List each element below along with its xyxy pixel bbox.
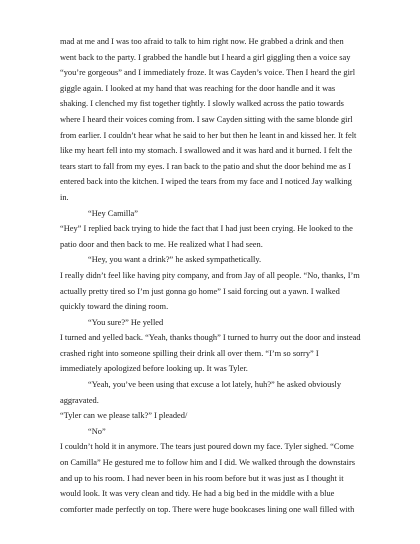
text-line: aggravated.: [60, 395, 99, 405]
text-line: “Hey Camilla”: [88, 208, 138, 218]
text-line: entered back into the kitchen. I wiped the tears from my face and I noticed Jay walking: [60, 177, 352, 187]
text-line: comforter made perfectly on top. There were huge bookcases lining one wall filled with: [60, 504, 355, 514]
text-line: and up to his room. I had never been in his room before but it was just as I thought it: [60, 473, 344, 483]
text-line: “No”: [88, 426, 106, 436]
text-line: shaking. I clenched my fist together tightly. I slowly walked across the patio towards: [60, 99, 344, 109]
text-line: from earlier. I couldn’t hear what he said to her but then he leant in and kissed her. It felt: [60, 130, 357, 140]
text-line: I turned and yelled back. “Yeah, thanks though” I turned to hurry out the door and instead: [60, 333, 361, 343]
text-line: “you’re gorgeous” and I immediately froze. It was Cayden’s voice. Then I heard the girl: [60, 68, 356, 78]
text-line: I couldn’t hold it in anymore. The tears just poured down my face. Tyler sighed. “Come: [60, 442, 354, 452]
text-line: giggle again. I looked at my hand that was reaching for the door handle and it was: [60, 83, 336, 93]
text-line: tears start to fall from my eyes. I ran back to the patio and shut the door behind me as I: [60, 161, 351, 171]
text-line: went back to the party. I grabbed the handle but I heard a girl giggling then a voice say: [60, 52, 351, 62]
text-line: would look. It was very clean and tidy. He had a big bed in the middle with a blue: [60, 489, 335, 499]
text-line: I really didn’t feel like having pity company, and from Jay of all people. “No, thanks, I’m: [60, 270, 360, 280]
text-line: immediately apologized before looking up. It was Tyler.: [60, 364, 248, 374]
text-line: “Hey” I replied back trying to hide the fact that I had just been crying. He looked to the: [60, 224, 353, 234]
text-line: “Yeah, you’ve been using that excuse a lot lately, huh?” he asked obviously: [88, 380, 342, 390]
text-line: quickly toward the dining room.: [60, 302, 169, 312]
text-line: “You sure?” He yelled: [88, 317, 164, 327]
text-line: patio door and then back to me. He realized what I had seen.: [60, 239, 263, 249]
text-line: “Hey, you want a drink?” he asked sympathetically.: [88, 255, 262, 265]
body-text: [60, 34, 384, 517]
text-line: actually pretty tired so I’m just gonna go home” I said forcing out a yawn. I walked: [60, 286, 340, 296]
text-line: where I heard their voices coming from. I saw Cayden sitting with the same blonde girl: [60, 114, 353, 124]
text-line: in.: [60, 192, 69, 202]
text-line: crashed right into someone spilling their drink all over them. “I’m so sorry” I: [60, 348, 319, 358]
text-line: on Camilla” He gestured me to follow him and I did. We walked through the downstairs: [60, 458, 356, 468]
text-line: “Tyler can we please talk?” I pleaded/: [60, 411, 188, 421]
text-line: like my heart fell into my stomach. I swallowed and it was hard and it burned. I felt the: [60, 146, 353, 156]
text-line: mad at me and I was too afraid to talk to him right now. He grabbed a drink and then: [60, 37, 344, 46]
